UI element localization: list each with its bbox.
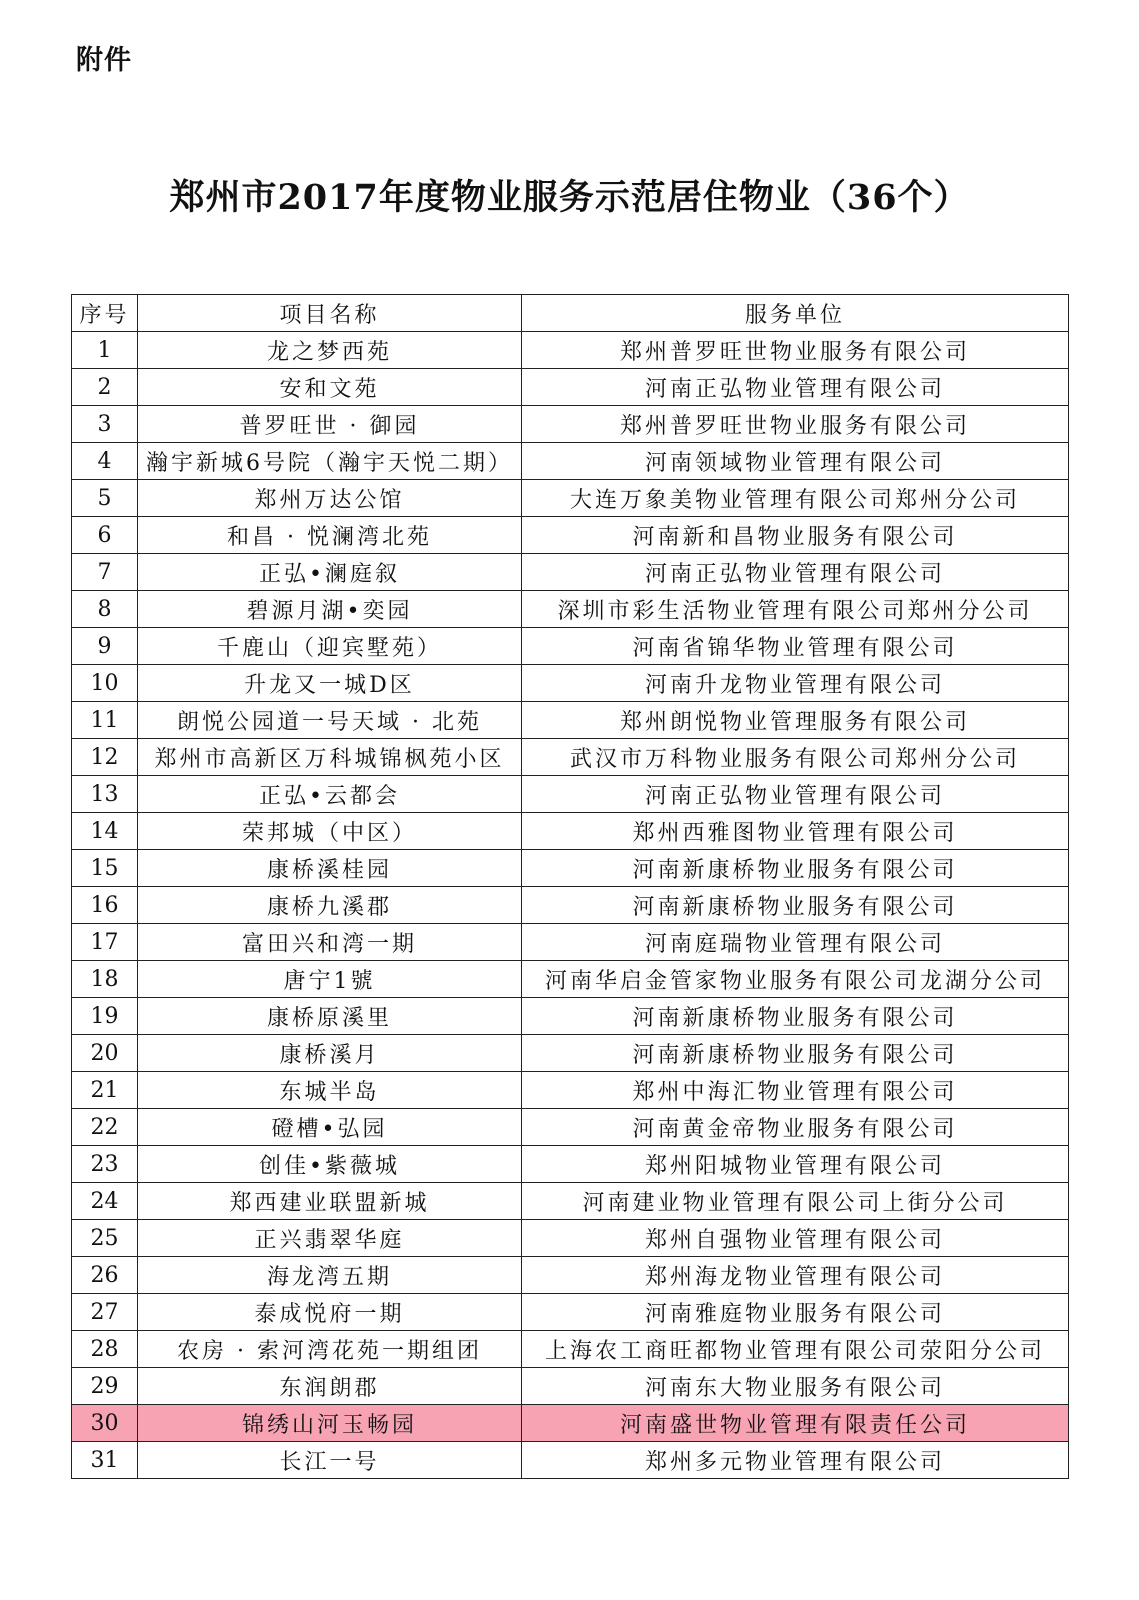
- cell-project-name: 康桥原溪里: [138, 998, 522, 1035]
- cell-index: 25: [72, 1220, 138, 1257]
- cell-index: 3: [72, 406, 138, 443]
- cell-index: 14: [72, 813, 138, 850]
- cell-service-unit: 河南新康桥物业服务有限公司: [522, 998, 1069, 1035]
- table-row: [72, 702, 1069, 739]
- table-row: [72, 1035, 1069, 1072]
- table-row: [72, 850, 1069, 887]
- cell-index: 26: [72, 1257, 138, 1294]
- cell-service-unit: 上海农工商旺都物业管理有限公司荥阳分公司: [522, 1331, 1069, 1368]
- table-row: [72, 776, 1069, 813]
- cell-index: 29: [72, 1368, 138, 1405]
- cell-service-unit: 大连万象美物业管理有限公司郑州分公司: [522, 480, 1069, 517]
- cell-service-unit: 郑州多元物业管理有限公司: [522, 1442, 1069, 1479]
- cell-service-unit: 武汉市万科物业服务有限公司郑州分公司: [522, 739, 1069, 776]
- cell-project-name: 碧源月湖•奕园: [138, 591, 522, 628]
- cell-index: 12: [72, 739, 138, 776]
- table-row: [72, 813, 1069, 850]
- cell-service-unit: 河南黄金帝物业服务有限公司: [522, 1109, 1069, 1146]
- cell-index: 23: [72, 1146, 138, 1183]
- cell-project-name: 瀚宇新城6号院（瀚宇天悦二期）: [138, 443, 522, 480]
- table-row: [72, 961, 1069, 998]
- cell-service-unit: 河南正弘物业管理有限公司: [522, 554, 1069, 591]
- table-row: [72, 517, 1069, 554]
- table-row: [72, 1294, 1069, 1331]
- cell-service-unit: 深圳市彩生活物业管理有限公司郑州分公司: [522, 591, 1069, 628]
- cell-service-unit: 河南华启金管家物业服务有限公司龙湖分公司: [522, 961, 1069, 998]
- table-row: [72, 406, 1069, 443]
- cell-service-unit: 郑州朗悦物业管理服务有限公司: [522, 702, 1069, 739]
- cell-project-name: 东润朗郡: [138, 1368, 522, 1405]
- cell-index: 28: [72, 1331, 138, 1368]
- cell-index: 22: [72, 1109, 138, 1146]
- cell-service-unit: 河南新和昌物业服务有限公司: [522, 517, 1069, 554]
- table-row: [72, 887, 1069, 924]
- cell-service-unit: 郑州西雅图物业管理有限公司: [522, 813, 1069, 850]
- cell-index: 4: [72, 443, 138, 480]
- cell-service-unit: 河南新康桥物业服务有限公司: [522, 1035, 1069, 1072]
- cell-project-name: 正弘•云都会: [138, 776, 522, 813]
- cell-project-name: 安和文苑: [138, 369, 522, 406]
- cell-index: 30: [72, 1405, 138, 1442]
- cell-index: 11: [72, 702, 138, 739]
- cell-index: 27: [72, 1294, 138, 1331]
- cell-project-name: 创佳•紫薇城: [138, 1146, 522, 1183]
- cell-project-name: 正兴翡翠华庭: [138, 1220, 522, 1257]
- table-row: [72, 591, 1069, 628]
- cell-service-unit: 河南正弘物业管理有限公司: [522, 369, 1069, 406]
- cell-project-name: 锦绣山河玉畅园: [138, 1405, 522, 1442]
- table-body: [72, 332, 1069, 1479]
- cell-project-name: 东城半岛: [138, 1072, 522, 1109]
- cell-index: 7: [72, 554, 138, 591]
- table-row: [72, 480, 1069, 517]
- cell-index: 2: [72, 369, 138, 406]
- table-row: [72, 1368, 1069, 1405]
- cell-index: 1: [72, 332, 138, 369]
- table-row: [72, 1405, 1069, 1442]
- table-row: [72, 1072, 1069, 1109]
- table-row: [72, 739, 1069, 776]
- header-index: 序号: [72, 295, 138, 332]
- cell-service-unit: 河南领域物业管理有限公司: [522, 443, 1069, 480]
- cell-index: 15: [72, 850, 138, 887]
- cell-service-unit: 河南盛世物业管理有限责任公司: [522, 1405, 1069, 1442]
- cell-project-name: 朗悦公园道一号天域 · 北苑: [138, 702, 522, 739]
- table-row: [72, 369, 1069, 406]
- cell-index: 8: [72, 591, 138, 628]
- cell-project-name: 和昌 · 悦澜湾北苑: [138, 517, 522, 554]
- cell-service-unit: 郑州阳城物业管理有限公司: [522, 1146, 1069, 1183]
- cell-project-name: 郑州万达公馆: [138, 480, 522, 517]
- cell-index: 24: [72, 1183, 138, 1220]
- cell-service-unit: 郑州普罗旺世物业服务有限公司: [522, 406, 1069, 443]
- header-service-unit: 服务单位: [522, 295, 1069, 332]
- cell-project-name: 康桥溪桂园: [138, 850, 522, 887]
- cell-project-name: 富田兴和湾一期: [138, 924, 522, 961]
- cell-service-unit: 郑州普罗旺世物业服务有限公司: [522, 332, 1069, 369]
- cell-index: 18: [72, 961, 138, 998]
- cell-index: 16: [72, 887, 138, 924]
- table-row: [72, 554, 1069, 591]
- cell-service-unit: 河南省锦华物业管理有限公司: [522, 628, 1069, 665]
- cell-project-name: 海龙湾五期: [138, 1257, 522, 1294]
- cell-project-name: 正弘•澜庭叙: [138, 554, 522, 591]
- cell-service-unit: 河南正弘物业管理有限公司: [522, 776, 1069, 813]
- cell-index: 6: [72, 517, 138, 554]
- cell-index: 17: [72, 924, 138, 961]
- table-row: [72, 1183, 1069, 1220]
- cell-index: 5: [72, 480, 138, 517]
- cell-index: 31: [72, 1442, 138, 1479]
- cell-service-unit: 郑州中海汇物业管理有限公司: [522, 1072, 1069, 1109]
- property-table: [71, 294, 1069, 1479]
- cell-project-name: 升龙又一城D区: [138, 665, 522, 702]
- header-project-name: 项目名称: [138, 295, 522, 332]
- cell-service-unit: 河南雅庭物业服务有限公司: [522, 1294, 1069, 1331]
- cell-service-unit: 郑州海龙物业管理有限公司: [522, 1257, 1069, 1294]
- cell-service-unit: 郑州自强物业管理有限公司: [522, 1220, 1069, 1257]
- table-header-row: [72, 295, 1069, 332]
- table-row: [72, 1220, 1069, 1257]
- page-title: 郑州市2017年度物业服务示范居住物业（36个）: [169, 177, 970, 218]
- table-row: [72, 1146, 1069, 1183]
- cell-index: 9: [72, 628, 138, 665]
- table-row: [72, 1109, 1069, 1146]
- cell-service-unit: 河南新康桥物业服务有限公司: [522, 850, 1069, 887]
- table-row: [72, 1257, 1069, 1294]
- cell-project-name: 千鹿山（迎宾墅苑）: [138, 628, 522, 665]
- cell-project-name: 康桥溪月: [138, 1035, 522, 1072]
- cell-project-name: 长江一号: [138, 1442, 522, 1479]
- table-row: [72, 924, 1069, 961]
- cell-project-name: 泰成悦府一期: [138, 1294, 522, 1331]
- table-row: [72, 1442, 1069, 1479]
- cell-project-name: 唐宁1號: [138, 961, 522, 998]
- cell-project-name: 郑州市高新区万科城锦枫苑小区: [138, 739, 522, 776]
- cell-service-unit: 河南东大物业服务有限公司: [522, 1368, 1069, 1405]
- cell-project-name: 磴槽•弘园: [138, 1109, 522, 1146]
- cell-project-name: 郑西建业联盟新城: [138, 1183, 522, 1220]
- table-row: [72, 998, 1069, 1035]
- table-row: [72, 1331, 1069, 1368]
- table-row: [72, 628, 1069, 665]
- cell-index: 19: [72, 998, 138, 1035]
- cell-service-unit: 河南升龙物业管理有限公司: [522, 665, 1069, 702]
- cell-service-unit: 河南庭瑞物业管理有限公司: [522, 924, 1069, 961]
- cell-project-name: 农房 · 索河湾花苑一期组团: [138, 1331, 522, 1368]
- cell-project-name: 龙之梦西苑: [138, 332, 522, 369]
- cell-index: 20: [72, 1035, 138, 1072]
- table-row: [72, 443, 1069, 480]
- cell-index: 21: [72, 1072, 138, 1109]
- attachment-label: 附件: [76, 45, 132, 76]
- cell-index: 13: [72, 776, 138, 813]
- cell-service-unit: 河南新康桥物业服务有限公司: [522, 887, 1069, 924]
- cell-project-name: 康桥九溪郡: [138, 887, 522, 924]
- cell-project-name: 普罗旺世 · 御园: [138, 406, 522, 443]
- table-row: [72, 332, 1069, 369]
- table-row: [72, 665, 1069, 702]
- cell-service-unit: 河南建业物业管理有限公司上街分公司: [522, 1183, 1069, 1220]
- cell-project-name: 荣邦城（中区）: [138, 813, 522, 850]
- cell-index: 10: [72, 665, 138, 702]
